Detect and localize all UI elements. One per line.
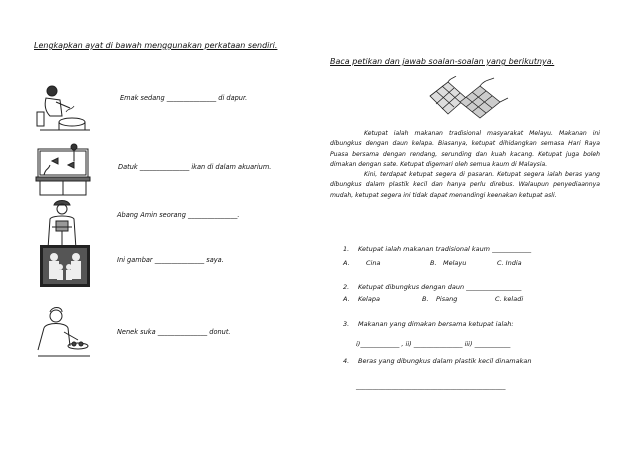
- rq2-option-c: C. keladi: [495, 295, 524, 303]
- rq4-text: Beras yang dibungkus dalam plastik kecil dinamakan: [358, 357, 532, 365]
- rq3-answer-line: i)____________ , ii) _______________ iii) ___________: [356, 340, 511, 348]
- rq2-option-a: Kelapa: [358, 295, 380, 303]
- cooking-woman-icon: [32, 82, 94, 134]
- ketupat-icon: [424, 76, 510, 124]
- rq2-number: 2.: [343, 283, 350, 291]
- rq1-option-a-label: A.: [343, 259, 350, 267]
- rq4-number: 4.: [343, 357, 350, 365]
- aquarium-icon: [32, 141, 94, 197]
- rq1-option-a: Cina: [366, 259, 381, 267]
- left-heading: Lengkapkan ayat di bawah menggunakan perkataan sendiri.: [34, 41, 278, 50]
- rq2-option-b-label: B.: [422, 295, 429, 303]
- question-1-text: Emak sedang _______________ di dapur.: [120, 94, 248, 102]
- question-5-text: Nenek suka _______________ donut.: [117, 328, 231, 336]
- rq1-option-c: C. India: [497, 259, 522, 267]
- family-photo-icon: [38, 243, 92, 289]
- rq2-text: Ketupat dibungkus dengan daun _________________: [358, 283, 522, 291]
- rq1-option-b: Melayu: [443, 259, 467, 267]
- passage-paragraph-1: Ketupat ialah makanan tradisional masyarakat Melayu. Makanan ini dibungkus dengan daun kelapa. Biasanya, ketupat dihidangkan semasa Hari Raya Puasa bersama dengan rendang, serunding dan kuah kacang. Ketupat juga boleh dimakan dengan sate. Ketupat digemari oleh semua kaum di Malaysia.: [330, 130, 600, 168]
- woman-with-donuts-icon: [34, 306, 94, 360]
- passage-paragraph-2: Kini, terdapat ketupat segera di pasaran. Ketupat segera ialah beras yang dibungkus dalam plastik kecil dan hanya perlu direbus. Walaupun penyediaannya mudah, ketupat segera ini tidak dapat menandingi keenakan ketupat asli.: [330, 171, 600, 199]
- rq4-answer-line: ______________________________________________: [356, 382, 506, 390]
- rq3-number: 3.: [343, 320, 350, 328]
- right-heading: Baca petikan dan jawab soalan-soalan yang berikutnya.: [330, 57, 555, 66]
- rq3-text: Makanan yang dimakan bersama ketupat ialah:: [358, 320, 514, 328]
- rq2-option-a-label: A.: [343, 295, 350, 303]
- passage: [330, 129, 600, 201]
- question-3-text: Abang Amin seorang _______________.: [117, 211, 240, 219]
- question-2-text: Datuk _______________ ikan di dalam akuarium.: [118, 163, 272, 171]
- question-4-text: Ini gambar _______________ saya.: [117, 256, 224, 264]
- rq1-option-b-label: B.: [430, 259, 437, 267]
- rq1-text: Ketupat ialah makanan tradisional kaum ____________: [358, 245, 532, 253]
- rq1-number: 1.: [343, 245, 350, 253]
- rq2-option-b: Pisang: [436, 295, 458, 303]
